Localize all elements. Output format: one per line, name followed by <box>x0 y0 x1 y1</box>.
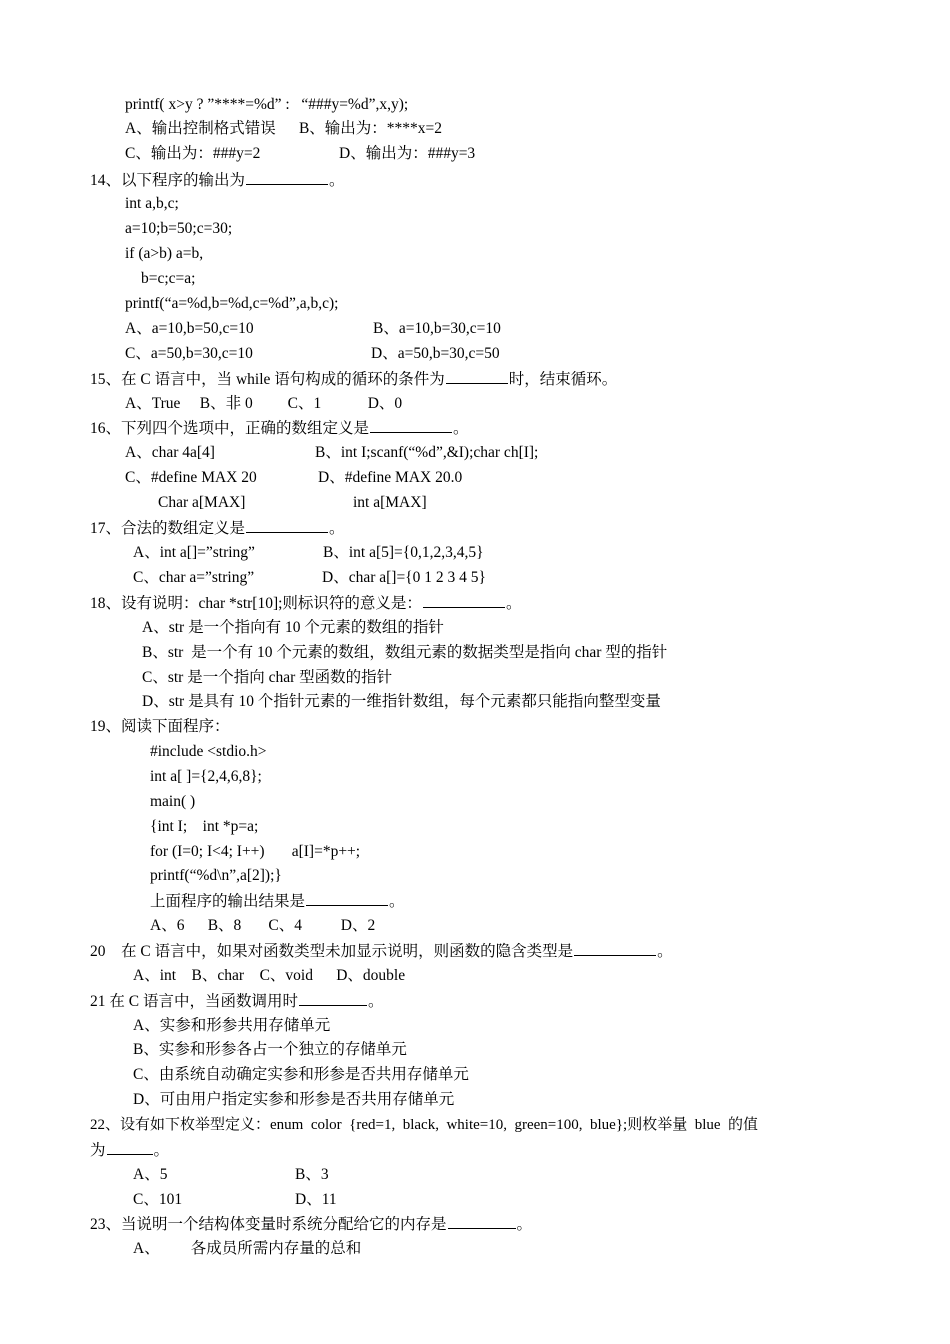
question-text: 18、设有说明：char *str[10];则标识符的意义是： <box>90 595 422 612</box>
question-16 <box>90 418 469 439</box>
option-a: A、str 是一个指向有 10 个元素的数组的指针 <box>142 619 444 636</box>
answer-blank <box>423 593 505 608</box>
answer-blank <box>370 418 452 433</box>
answer-blank <box>107 1140 153 1155</box>
option-line: A、True B、非 0 C、1 D、0 <box>125 395 403 412</box>
question-end: 。 <box>657 943 673 960</box>
question-end: 时，结束循环。 <box>508 371 618 388</box>
question-end: 。 <box>389 893 405 910</box>
answer-blank <box>246 518 328 533</box>
option-a: A、a=10,b=50,c=10 <box>125 320 254 337</box>
option-a: A、 各成员所需内存量的总和 <box>133 1240 362 1257</box>
question-end: 。 <box>153 1142 170 1159</box>
option-d-cont: int a[MAX] <box>353 494 427 511</box>
option-c: C、101 <box>133 1191 183 1208</box>
question-15 <box>90 369 617 390</box>
answer-blank <box>306 891 388 906</box>
option-b: B、a=10,b=30,c=10 <box>373 320 501 337</box>
question-end: 。 <box>329 520 345 537</box>
question-20 <box>90 941 673 962</box>
code-line: int a,b,c; <box>125 195 179 212</box>
option-a: A、实参和形参共用存储单元 <box>133 1017 331 1034</box>
answer-blank <box>246 170 328 185</box>
option-b: B、3 <box>295 1166 329 1183</box>
code-line: printf(“a=%d,b=%d,c=%d”,a,b,c); <box>125 295 339 312</box>
question-end: 。 <box>329 172 345 189</box>
code-line: printf( x>y ? ”****=%d” : “###y=%d”,x,y); <box>125 96 409 113</box>
question-end: 。 <box>367 993 384 1010</box>
option-a: A、char 4a[4] <box>125 444 215 461</box>
option-d: D、a=50,b=30,c=50 <box>371 345 500 362</box>
question-text: 17、合法的数组定义是 <box>90 520 246 537</box>
option-b: B、int a[5]={0,1,2,3,4,5} <box>323 544 484 561</box>
option-b: B、实参和形参各占一个独立的存储单元 <box>133 1041 407 1058</box>
option-c: C、str 是一个指向 char 型函数的指针 <box>142 669 393 686</box>
code-line: if (a>b) a=b, <box>125 245 204 262</box>
question-22: 22、设有如下枚举型定义：enum color {red=1, black, white=10, green=100, blue};则枚举量 blue 的值 <box>90 1117 759 1133</box>
option-line: A、int B、char C、void D、double <box>133 967 406 984</box>
question-text: 为 <box>90 1142 106 1159</box>
question-text: 21 在 C 语言中，当函数调用时 <box>90 993 298 1010</box>
question-22-cont <box>90 1140 169 1161</box>
option-d: D、#define MAX 20.0 <box>318 469 463 486</box>
option-c: C、a=50,b=30,c=10 <box>125 345 253 362</box>
code-line: a=10;b=50;c=30; <box>125 220 233 237</box>
code-line: main( ) <box>150 793 196 810</box>
option-a: A、int a[]=”string” <box>133 544 255 561</box>
answer-blank <box>574 941 656 956</box>
question-end: 。 <box>453 420 469 437</box>
option-d: D、11 <box>295 1191 337 1208</box>
option-c: C、由系统自动确定实参和形参是否共用存储单元 <box>133 1066 469 1083</box>
question-17 <box>90 518 345 539</box>
option-c-cont: Char a[MAX] <box>158 494 246 511</box>
option-c: C、输出为：###y=2 <box>125 145 261 162</box>
question-text: 上面程序的输出结果是 <box>150 893 306 910</box>
code-line: {int I; int *p=a; <box>150 818 259 835</box>
option-b: B、str 是一个有 10 个元素的数组，数组元素的数据类型是指向 char 型的指针 <box>142 644 668 661</box>
question-end: 。 <box>516 1216 533 1233</box>
question-18 <box>90 593 521 614</box>
answer-blank <box>448 1214 516 1229</box>
question-text: 20 在 C 语言中，如果对函数类型未加显示说明，则函数的隐含类型是 <box>90 943 574 960</box>
question-text: 23、当说明一个结构体变量时系统分配给它的内存是 <box>90 1216 447 1233</box>
question-text: 14、以下程序的输出为 <box>90 172 246 189</box>
answer-blank <box>299 991 367 1006</box>
answer-blank <box>446 369 508 384</box>
question-23 <box>90 1214 532 1235</box>
code-line: #include <stdio.h> <box>150 743 267 760</box>
code-line: int a[ ]={2,4,6,8}; <box>150 768 262 785</box>
question-14 <box>90 170 345 191</box>
question-end: 。 <box>505 595 522 612</box>
question-text: 15、在 C 语言中，当 while 语句构成的循环的条件为 <box>90 371 445 388</box>
option-a: A、5 <box>133 1166 168 1183</box>
question-prompt <box>150 891 405 912</box>
question-text: 16、下列四个选项中，正确的数组定义是 <box>90 420 370 437</box>
option-line: A、输出控制格式错误 B、输出为：****x=2 <box>125 120 443 137</box>
option-d: D、可由用户指定实参和形参是否共用存储单元 <box>133 1091 455 1108</box>
option-d: D、char a[]={0 1 2 3 4 5} <box>322 569 486 586</box>
code-line: b=c;c=a; <box>141 270 196 287</box>
code-line: printf(“%d\n”,a[2]);} <box>150 867 282 884</box>
option-line: A、6 B、8 C、4 D、2 <box>150 917 376 934</box>
option-d: D、str 是具有 10 个指针元素的一维指针数组，每个元素都只能指向整型变量 <box>142 693 661 710</box>
option-b: B、int I;scanf(“%d”,&I);char ch[I]; <box>315 444 539 461</box>
question-19: 19、阅读下面程序： <box>90 718 230 735</box>
question-21 <box>90 991 383 1012</box>
code-line: for (I=0; I<4; I++) a[I]=*p++; <box>150 843 361 860</box>
option-d: D、输出为：###y=3 <box>339 145 476 162</box>
option-c: C、char a=”string” <box>133 569 255 586</box>
option-c: C、#define MAX 20 <box>125 469 257 486</box>
